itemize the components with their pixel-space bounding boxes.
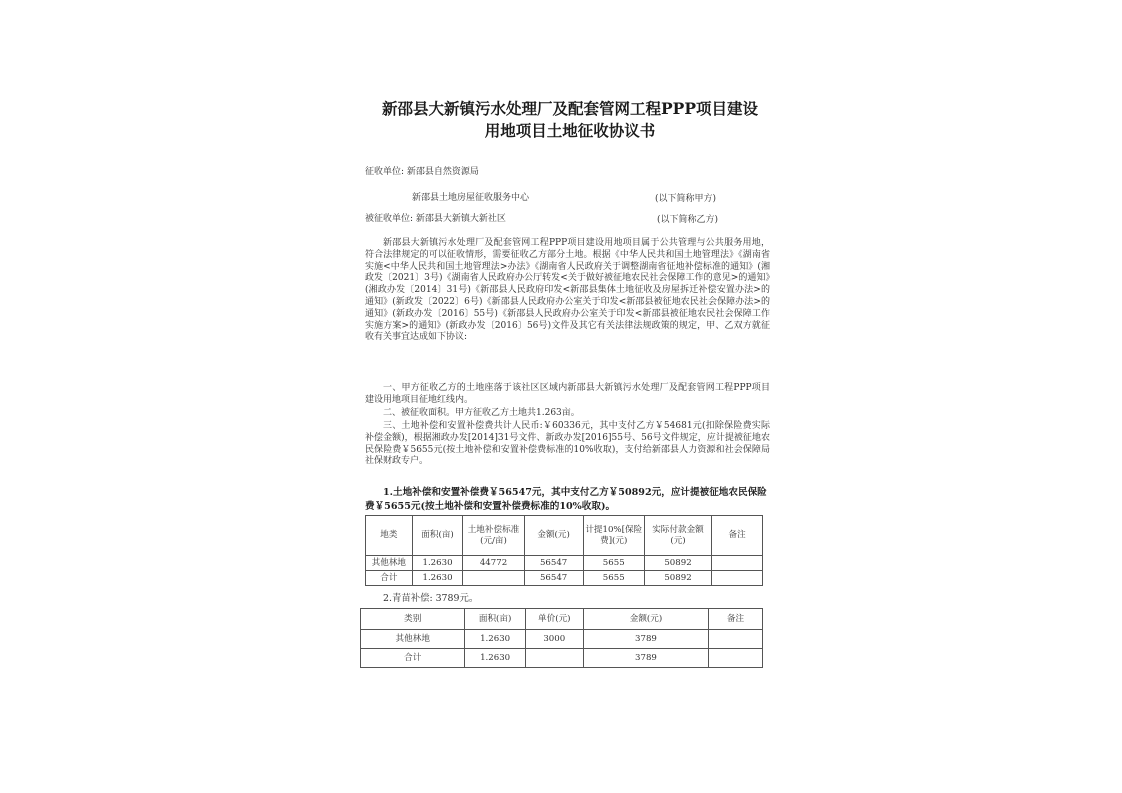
col-header-note: 备注 — [709, 609, 763, 630]
cell-note — [709, 630, 763, 649]
table-row — [366, 556, 763, 571]
party-b-note: (以下简称乙方) — [657, 215, 719, 225]
cell-amount: 56547 — [524, 571, 583, 586]
cell-insurance: 5655 — [583, 556, 644, 571]
table-header-row — [361, 609, 763, 630]
seedling-compensation-table — [360, 608, 763, 668]
col-header-note: 备注 — [712, 516, 763, 556]
section-2-heading: 2.青苗补偿: 3789元。 — [383, 593, 479, 604]
cell-area: 1.2630 — [412, 556, 463, 571]
table-header-row — [366, 516, 763, 556]
cell-note — [712, 571, 763, 586]
cell-actual: 50892 — [644, 571, 711, 586]
cell-category: 其他林地 — [361, 630, 465, 649]
cell-category: 合计 — [361, 649, 465, 668]
cell-standard: 44772 — [463, 556, 524, 571]
table-row-total — [361, 649, 763, 668]
table-row-total — [366, 571, 763, 586]
table-row — [361, 630, 763, 649]
clause-3: 三、土地补偿和安置补偿费共计人民币:￥60336元，其中支付乙方￥54681元(扣除保险费实际补偿金额)，根据湘政办发[2014]31号文件、新政办发[2016]55号、56号文件规定，应计提被征地农民保险费￥5655元(按土地补偿和安置补偿费标准的10%收取)，支付给新邵县人力资源和社会保障局社保财政专户。 — [365, 421, 770, 467]
section-1-heading: 1.土地补偿和安置补偿费￥56547元，其中支付乙方￥50892元，应计提被征地农民保险费￥5655元(按土地补偿和安置补偿费标准的10%收取)。 — [365, 487, 767, 512]
col-header-price: 单价(元) — [525, 609, 583, 630]
col-header-insurance: 计提10%[保险费](元) — [583, 516, 644, 556]
cell-price — [525, 649, 583, 668]
col-header-amount: 金额(元) — [583, 609, 708, 630]
collector-unit: 征收单位: 新邵县自然资源局 — [365, 167, 479, 177]
col-header-amount: 金额(元) — [524, 516, 583, 556]
party-a-note: (以下简称甲方) — [655, 194, 717, 204]
cell-area: 1.2630 — [465, 630, 525, 649]
cell-amount: 3789 — [583, 630, 708, 649]
cell-standard — [463, 571, 524, 586]
col-header-actual: 实际付款金额(元) — [644, 516, 711, 556]
cell-type: 其他林地 — [366, 556, 413, 571]
col-header-area: 面积(亩) — [465, 609, 525, 630]
cell-insurance: 5655 — [583, 571, 644, 586]
col-header-standard: 土地补偿标准(元/亩) — [463, 516, 524, 556]
intro-paragraph: 新邵县大新镇污水处理厂及配套管网工程PPP项目建设用地项目属于公共管理与公共服务用地，符合法律规定的可以征收情形，需要征收乙方部分土地。根据《中华人民共和国土地管理法》《湖南省实施<中华人民共和国土地管理法>办法》《湖南省人民政府关于调整湖南省征地补偿标准的通知》(湘政发〔2021〕3号)《湖南省人民政府办公厅转发<关于做好被征地农民社会保障工作的意见>的通知》(湘政办发〔2014〕31号)《新邵县人民政府印发<新邵县集体土地征收及房屋拆迁补偿安置办法>的通知》(新政发〔2022〕6号)《新邵县人民政府办公室关于印发<新邵县被征地农民社会保障办法>的通知》(新政办发〔2016〕55号)《新邵县人民政府办公室关于印发<新邵县被征地农民社会保障工作实施方案>的通知》(新政办发〔2016〕56号)文件及其它有关法律法规政策的规定，甲、乙双方就征收有关事宜达成如下协议: — [365, 238, 770, 343]
collected-unit: 被征收单位: 新邵县大新镇大新社区 — [365, 214, 506, 224]
cell-note — [709, 649, 763, 668]
document-title-line1: 新邵县大新镇污水处理厂及配套管网工程PPP项目建设 — [382, 99, 758, 118]
clause-2: 二、被征收面积。甲方征收乙方土地共1.263亩。 — [383, 408, 580, 418]
clause-1: 一、甲方征收乙方的土地座落于该社区区域内新邵县大新镇污水处理厂及配套管网工程PPP项目建设用地项目征地红线内。 — [365, 383, 770, 405]
document-title-line2: 用地项目土地征收协议书 — [484, 121, 656, 140]
cell-area: 1.2630 — [465, 649, 525, 668]
cell-area: 1.2630 — [412, 571, 463, 586]
land-compensation-table — [365, 515, 763, 586]
cell-amount: 56547 — [524, 556, 583, 571]
collector-center: 新邵县土地房屋征收服务中心 — [412, 193, 530, 203]
cell-note — [712, 556, 763, 571]
col-header-type: 地类 — [366, 516, 413, 556]
cell-type: 合计 — [366, 571, 413, 586]
cell-price: 3000 — [525, 630, 583, 649]
col-header-area: 面积(亩) — [412, 516, 463, 556]
cell-amount: 3789 — [583, 649, 708, 668]
col-header-category: 类别 — [361, 609, 465, 630]
cell-actual: 50892 — [644, 556, 711, 571]
